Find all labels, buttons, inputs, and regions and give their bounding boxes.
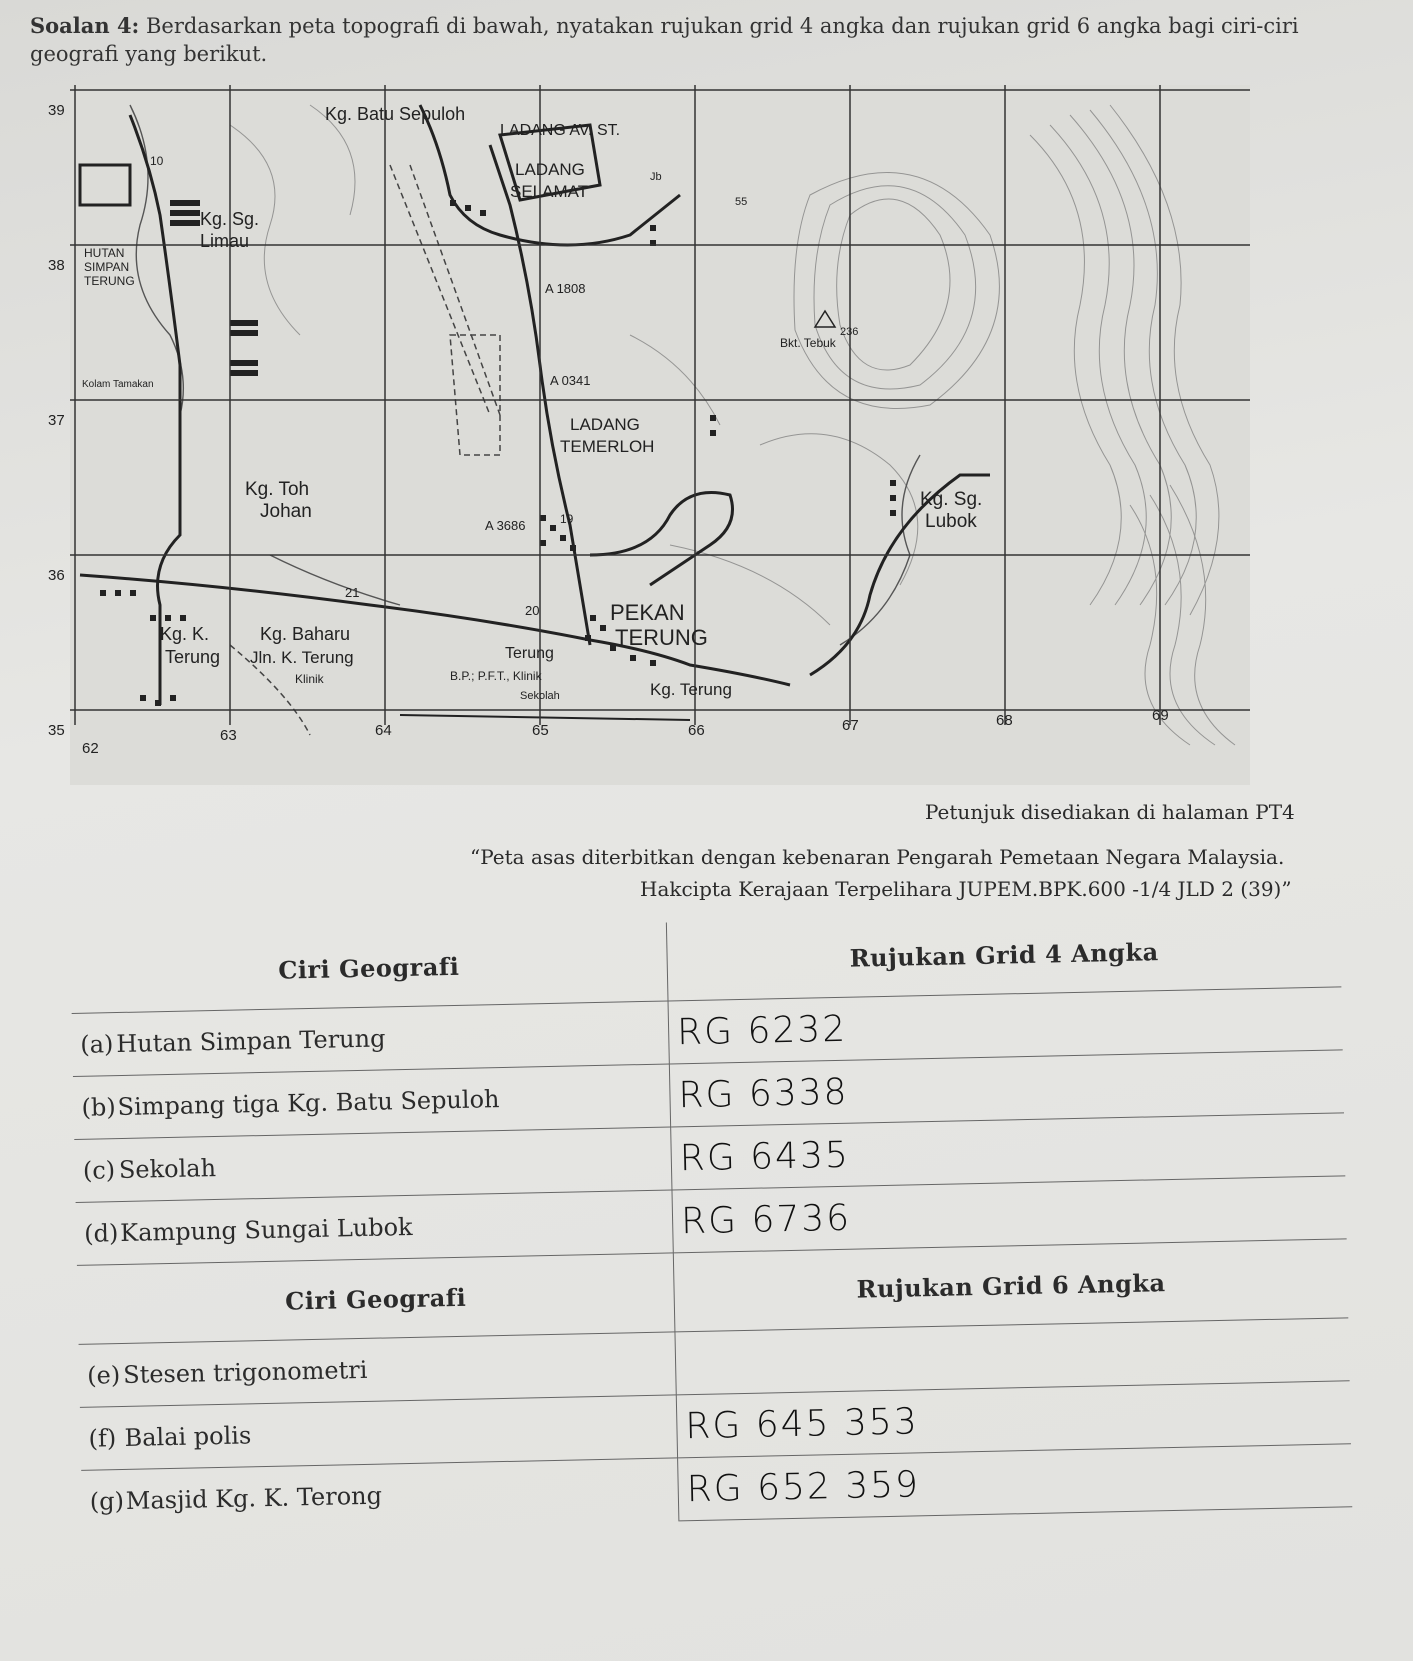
row-feature: Masjid Kg. K. Terong	[125, 1481, 383, 1516]
header-ciri-geografi: Ciri Geografi	[70, 923, 668, 1014]
question-body: Berdasarkan peta topografi di bawah, nyatakan rujukan grid 4 angka dan rujukan grid 6 angka bagi ciri-ciri geografi yang berikut.	[30, 14, 1299, 66]
row-feature: Simpang tiga Kg. Batu Sepuloh	[117, 1085, 500, 1122]
northing-labels	[48, 102, 65, 739]
label-spot-21: 21	[345, 585, 360, 600]
label-sekolah: Sekolah	[520, 690, 560, 702]
label-kg-terung: Kg. Terung	[650, 680, 732, 699]
label-kolam: Kolam Tamakan	[82, 379, 154, 390]
answer-field[interactable]	[678, 1444, 1353, 1521]
row-label: (d)	[83, 1219, 119, 1248]
label-hutan-3: TERUNG	[84, 274, 135, 288]
map-svg	[48, 85, 1250, 785]
northing-36: 36	[48, 567, 65, 584]
handwritten-answer: RG 6338	[678, 1071, 849, 1116]
easting-63: 63	[220, 727, 237, 744]
easting-65: 65	[532, 722, 549, 739]
handwritten-answer: RG 6736	[680, 1197, 852, 1242]
easting-67: 67	[842, 717, 859, 734]
answer-table-wrap	[70, 908, 1354, 1594]
easting-66: 66	[688, 722, 705, 739]
label-kg-toh-2: Johan	[260, 501, 312, 522]
label-kg-sg-limau-1: Kg. Sg.	[200, 209, 260, 229]
northing-39: 39	[48, 102, 65, 119]
row-label: (g)	[89, 1487, 125, 1516]
label-pekan-1: PEKAN	[610, 600, 685, 625]
easting-62: 62	[82, 740, 99, 757]
row-feature: Kampung Sungai Lubok	[119, 1212, 413, 1248]
label-pekan-2: TERUNG	[615, 625, 708, 650]
row-feature: Stesen trigonometri	[122, 1355, 368, 1389]
label-terung-small: Terung	[505, 645, 554, 662]
handwritten-answer: RG 6435	[679, 1134, 851, 1179]
label-kg-sg-lubok-1: Kg. Sg.	[920, 489, 983, 510]
label-ladang-selamat-1: LADANG	[515, 160, 585, 179]
copyright-line-2: Hakcipta Kerajaan Terpelihara JUPEM.BPK.600 -1/4 JLD 2 (39)”	[640, 877, 1292, 901]
question-number: Soalan 4:	[30, 13, 140, 38]
row-feature: Balai polis	[124, 1421, 252, 1452]
label-kg-baharu-2: Jln. K. Terung	[250, 648, 354, 667]
label-ladang-temerloh-2: TEMERLOH	[560, 437, 655, 456]
easting-69: 69	[1152, 707, 1169, 724]
northing-37: 37	[48, 412, 65, 429]
handwritten-answer: RG 645 353	[684, 1400, 920, 1447]
label-hutan-1: HUTAN	[84, 246, 125, 260]
label-kg-sg-limau-2: Limau	[200, 231, 250, 251]
label-kg-k-terung-1: Kg. K.	[160, 624, 210, 644]
question-text	[30, 12, 1390, 68]
label-ladang-av-st: LADANG AV. ST.	[500, 122, 621, 139]
label-ladang-temerloh-1: LADANG	[570, 415, 640, 434]
label-hutan-2: SIMPAN	[84, 260, 130, 274]
row-label: (e)	[86, 1361, 121, 1390]
header-rujukan-4: Rujukan Grid 4 Angka	[666, 908, 1341, 1001]
label-kg-baharu-1: Kg. Baharu	[260, 624, 351, 644]
label-bp-pft: B.P.; P.F.T., Klinik	[450, 669, 542, 683]
label-a0341: A 0341	[550, 373, 591, 388]
row-feature: Sekolah	[118, 1153, 217, 1185]
label-spot-20: 20	[525, 603, 540, 618]
header-rujukan-6: Rujukan Grid 6 Angka	[673, 1239, 1348, 1332]
label-jb: Jb	[650, 171, 662, 183]
label-kg-sg-lubok-2: Lubok	[925, 511, 977, 532]
row-label: (b)	[81, 1093, 117, 1122]
label-kg-toh-1: Kg. Toh	[245, 479, 310, 500]
label-a3686: A 3686	[485, 518, 526, 533]
petunjuk-note: Petunjuk disediakan di halaman PT4	[925, 800, 1295, 824]
northing-35: 35	[48, 722, 65, 739]
row-label: (c)	[82, 1156, 116, 1185]
easting-68: 68	[996, 712, 1013, 729]
row-label: (a)	[80, 1030, 114, 1059]
row-feature: Hutan Simpan Terung	[116, 1024, 386, 1059]
header-ciri-geografi-2: Ciri Geografi	[77, 1253, 675, 1344]
topographic-map	[48, 85, 1250, 785]
easting-64: 64	[375, 722, 392, 739]
label-spot-55: 55	[735, 196, 748, 208]
label-ladang-selamat-2: SELAMAT	[510, 182, 589, 201]
handwritten-answer: RG 652 359	[686, 1463, 921, 1510]
label-kg-batu-sepuloh: Kg. Batu Sepuloh	[325, 104, 466, 124]
copyright-line-1: “Peta asas diterbitkan dengan kebenaran Pengarah Pemetaan Negara Malaysia.	[470, 845, 1285, 869]
label-spot-19: 19	[560, 512, 574, 526]
label-spot-236: 236	[840, 326, 859, 338]
label-klinik: Klinik	[295, 672, 324, 686]
label-a1808: A 1808	[545, 281, 586, 296]
label-bkt-tebuk: Bkt. Tebuk	[780, 336, 836, 350]
row-label: (f)	[88, 1424, 117, 1453]
label-spot-10: 10	[150, 154, 164, 168]
handwritten-answer: RG 6232	[676, 1008, 848, 1053]
label-kg-k-terung-2: Terung	[165, 647, 221, 667]
answer-table	[70, 908, 1352, 1533]
northing-38: 38	[48, 257, 65, 274]
